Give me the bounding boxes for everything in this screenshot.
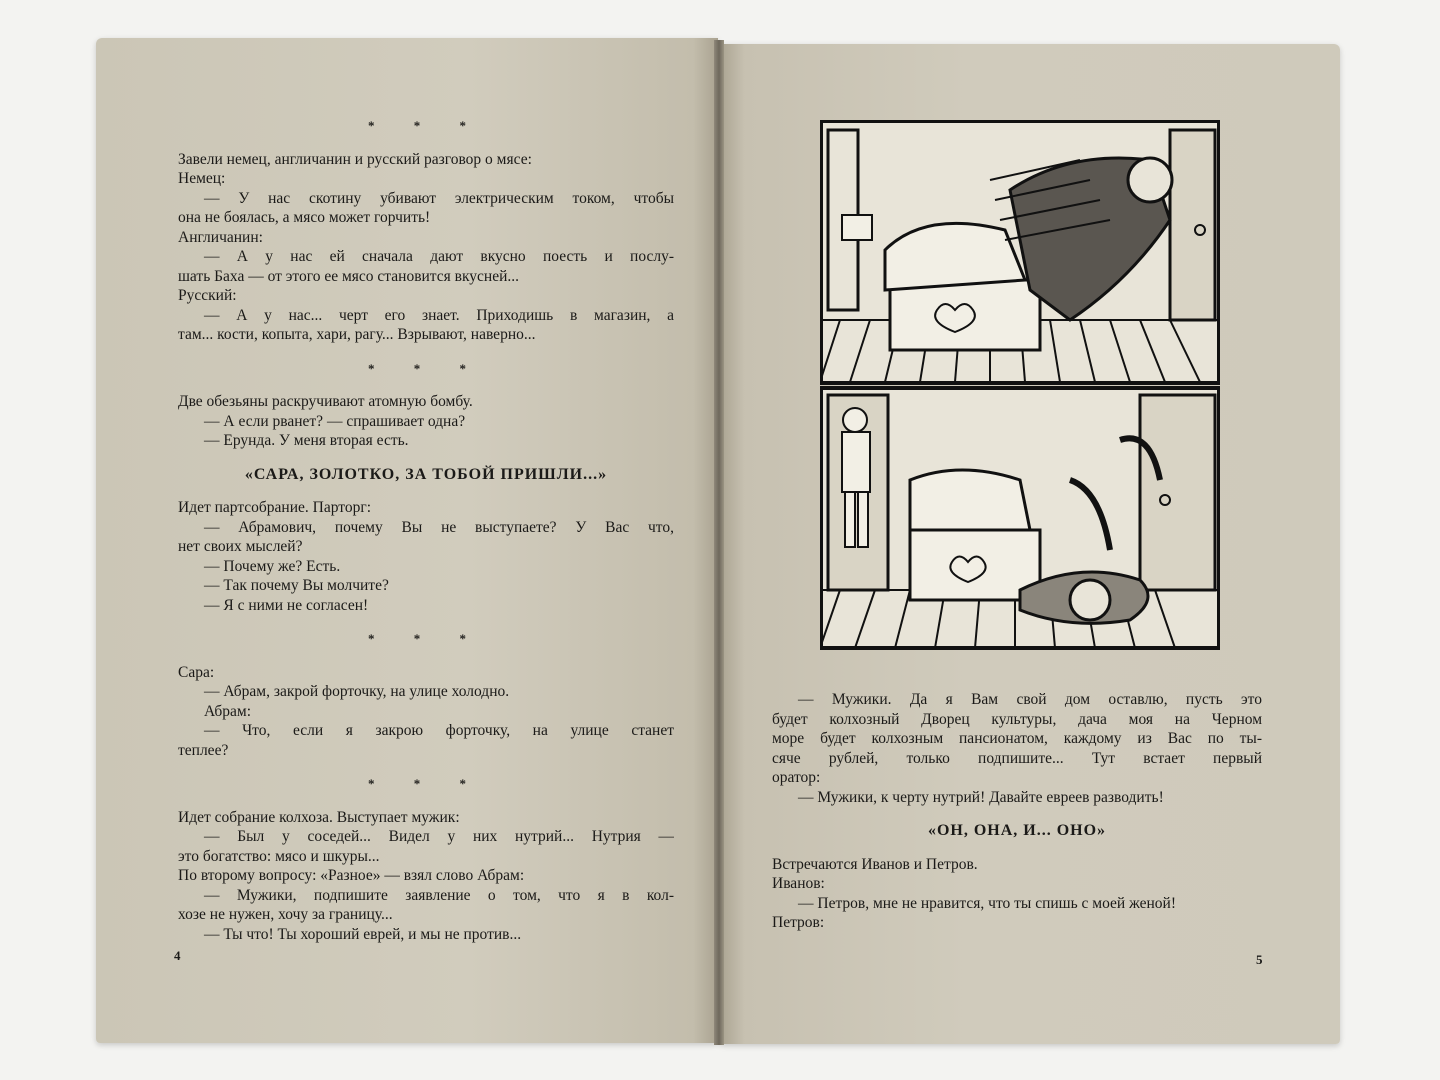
text-line: это богатство: мясо и шкуры...	[178, 847, 380, 865]
text-line: — А у нас ей сначала дают вкусно поесть и послу-	[204, 248, 674, 265]
text-line: сяче рублей, только подпишите... Тут встает первый	[772, 749, 1262, 767]
text-line: — А если рванет? — спрашивает одна?	[204, 412, 466, 430]
text-line: Англичанин:	[178, 228, 263, 246]
text-line: — Петров, мне не нравится, что ты спишь с моей женой!	[798, 894, 1176, 912]
text-line: — Абрамович, почему Вы не выступаете? У Вас что,	[204, 518, 674, 536]
text-line: будет колхозный Дворец культуры, дача моя на Черном	[772, 710, 1262, 728]
book-spine	[714, 40, 724, 1045]
text-line: — Мужики, подпишите заявление о том, что я в кол-	[204, 886, 674, 904]
text-line: — Мужики, к черту нутрий! Давайте евреев разводить!	[798, 788, 1164, 806]
text-line: Сара:	[178, 663, 215, 681]
text-line: — У нас скотину убивают электрическим током, чтобы	[204, 189, 674, 207]
text-line: нет своих мыслей?	[178, 538, 303, 555]
comic-panel-top	[820, 121, 1220, 383]
text-line: — А у нас... черт его знает. Приходишь в магазин, а	[204, 306, 674, 324]
text-line: море будет колхозным пансионатом, каждому из Вас по ты-	[772, 730, 1262, 747]
left-page-number: 4	[174, 948, 181, 963]
text-line: Завели немец, англичанин и русский разговор о мясе:	[178, 150, 532, 168]
text-line: — Я с ними не согласен!	[204, 596, 369, 614]
text-line: — Ты что! Ты хороший еврей, и мы не против...	[204, 925, 522, 943]
text-line: Идет партсобрание. Парторг:	[178, 499, 372, 516]
text-line: — Был у соседей... Видел у них нутрий... Нутрия —	[204, 828, 674, 845]
section-separator: * * *	[368, 360, 484, 376]
text-line: Идет собрание колхоза. Выступает мужик:	[178, 808, 460, 826]
text-line: — Так почему Вы молчите?	[204, 577, 389, 594]
text-line: По второму вопросу: «Разное» — взял слово Абрам:	[178, 867, 525, 884]
text-line: теплее?	[178, 741, 229, 759]
section-heading: «ОН, ОНА, И... ОНО»	[927, 822, 1107, 839]
text-line: Русский:	[178, 287, 237, 304]
text-line: шать Баха — от этого ее мясо становится вкусней...	[178, 267, 520, 285]
text-line: Абрам:	[204, 702, 252, 720]
text-line: она не боялась, а мясо может горчить!	[178, 209, 431, 226]
section-separator: * * *	[368, 776, 484, 791]
text-line: там... кости, копыта, хари, рагу... Взрывают, наверно...	[178, 326, 536, 343]
text-line: — Что, если я закрою форточку, на улице станет	[204, 722, 674, 739]
section-separator: * * *	[368, 118, 484, 133]
text-line: — Мужики. Да я Вам свой дом оставлю, пусть это	[798, 691, 1262, 708]
text-line: Немец:	[178, 170, 226, 187]
text-line: оратор:	[772, 769, 821, 786]
text-line: — Абрам, закрой форточку, на улице холодно.	[204, 683, 510, 700]
text-line: Иванов:	[772, 875, 825, 892]
text-line: Петров:	[772, 914, 825, 931]
comic-panel-bottom	[820, 388, 1220, 648]
text-line: Встречаются Иванов и Петров.	[772, 855, 978, 873]
text-line: — Ерунда. У меня вторая есть.	[204, 432, 409, 449]
text-line: Две обезьяны раскручивают атомную бомбу.	[178, 393, 473, 410]
section-separator: * * *	[368, 631, 484, 646]
right-page-number: 5	[1256, 952, 1263, 967]
comic-illustration	[820, 120, 1220, 650]
section-heading: «САРА, ЗОЛОТКО, ЗА ТОБОЙ ПРИШЛИ...»	[244, 465, 608, 483]
right-page-text	[772, 690, 1262, 933]
text-line: — Почему же? Есть.	[204, 557, 341, 575]
text-line: хозе не нужен, хочу за границу...	[178, 906, 393, 923]
left-page-text	[178, 102, 674, 944]
